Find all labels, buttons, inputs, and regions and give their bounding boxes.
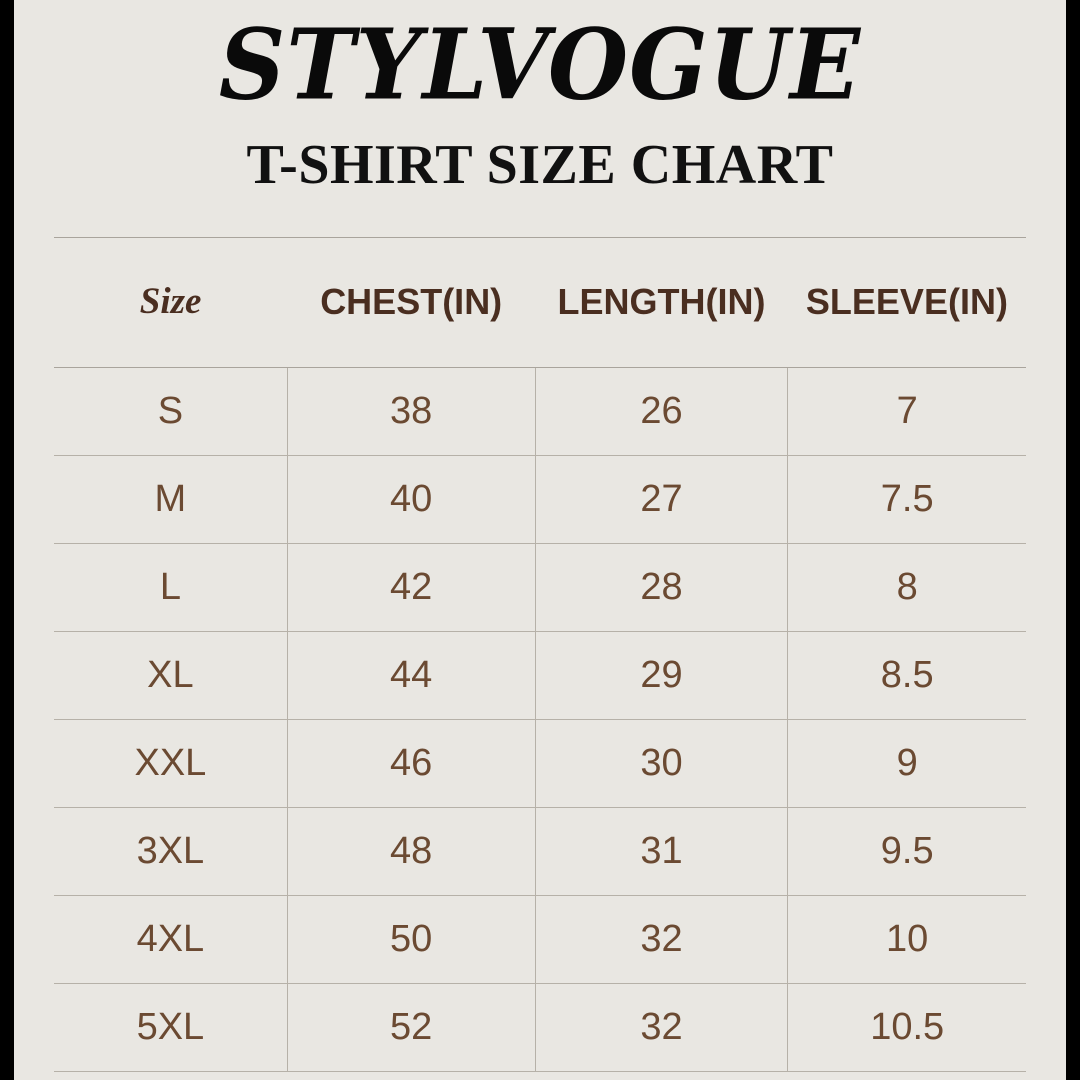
- cell-size: 5XL: [54, 984, 287, 1072]
- cell-sleeve: 8: [788, 544, 1026, 632]
- cell-size: XL: [54, 632, 287, 720]
- table-row: [54, 456, 1026, 544]
- column-header-size: Size: [54, 238, 287, 368]
- table-row: [54, 544, 1026, 632]
- column-header-length: LENGTH(IN): [535, 238, 788, 368]
- cell-size: M: [54, 456, 287, 544]
- cell-chest: 42: [287, 544, 535, 632]
- cell-length: 31: [535, 808, 788, 896]
- table-row: [54, 896, 1026, 984]
- cell-sleeve: 9.5: [788, 808, 1026, 896]
- cell-chest: 50: [287, 896, 535, 984]
- cell-length: 28: [535, 544, 788, 632]
- cell-sleeve: 10: [788, 896, 1026, 984]
- cell-size: S: [54, 368, 287, 456]
- cell-chest: 38: [287, 368, 535, 456]
- cell-length: 27: [535, 456, 788, 544]
- brand-title: STYLVOGUE: [218, 7, 862, 122]
- cell-chest: 46: [287, 720, 535, 808]
- cell-chest: 44: [287, 632, 535, 720]
- table-header-row: [54, 238, 1026, 368]
- cell-sleeve: 7: [788, 368, 1026, 456]
- column-header-sleeve: SLEEVE(IN): [788, 238, 1026, 368]
- size-chart-card: [14, 0, 1066, 1080]
- page-title: T-SHIRT SIZE CHART: [246, 134, 834, 197]
- table-header: [54, 238, 1026, 368]
- size-chart-table: [54, 238, 1026, 1072]
- cell-chest: 52: [287, 984, 535, 1072]
- table-row: [54, 808, 1026, 896]
- table-body: [54, 368, 1026, 1072]
- column-header-chest: CHEST(IN): [287, 238, 535, 368]
- cell-length: 32: [535, 896, 788, 984]
- cell-sleeve: 7.5: [788, 456, 1026, 544]
- table-row: [54, 984, 1026, 1072]
- table-row: [54, 632, 1026, 720]
- cell-sleeve: 9: [788, 720, 1026, 808]
- cell-sleeve: 10.5: [788, 984, 1026, 1072]
- cell-size: 4XL: [54, 896, 287, 984]
- cell-length: 30: [535, 720, 788, 808]
- table-row: [54, 368, 1026, 456]
- cell-chest: 40: [287, 456, 535, 544]
- cell-length: 26: [535, 368, 788, 456]
- cell-length: 32: [535, 984, 788, 1072]
- table-row: [54, 720, 1026, 808]
- cell-chest: 48: [287, 808, 535, 896]
- cell-size: XXL: [54, 720, 287, 808]
- cell-size: L: [54, 544, 287, 632]
- cell-length: 29: [535, 632, 788, 720]
- cell-size: 3XL: [54, 808, 287, 896]
- cell-sleeve: 8.5: [788, 632, 1026, 720]
